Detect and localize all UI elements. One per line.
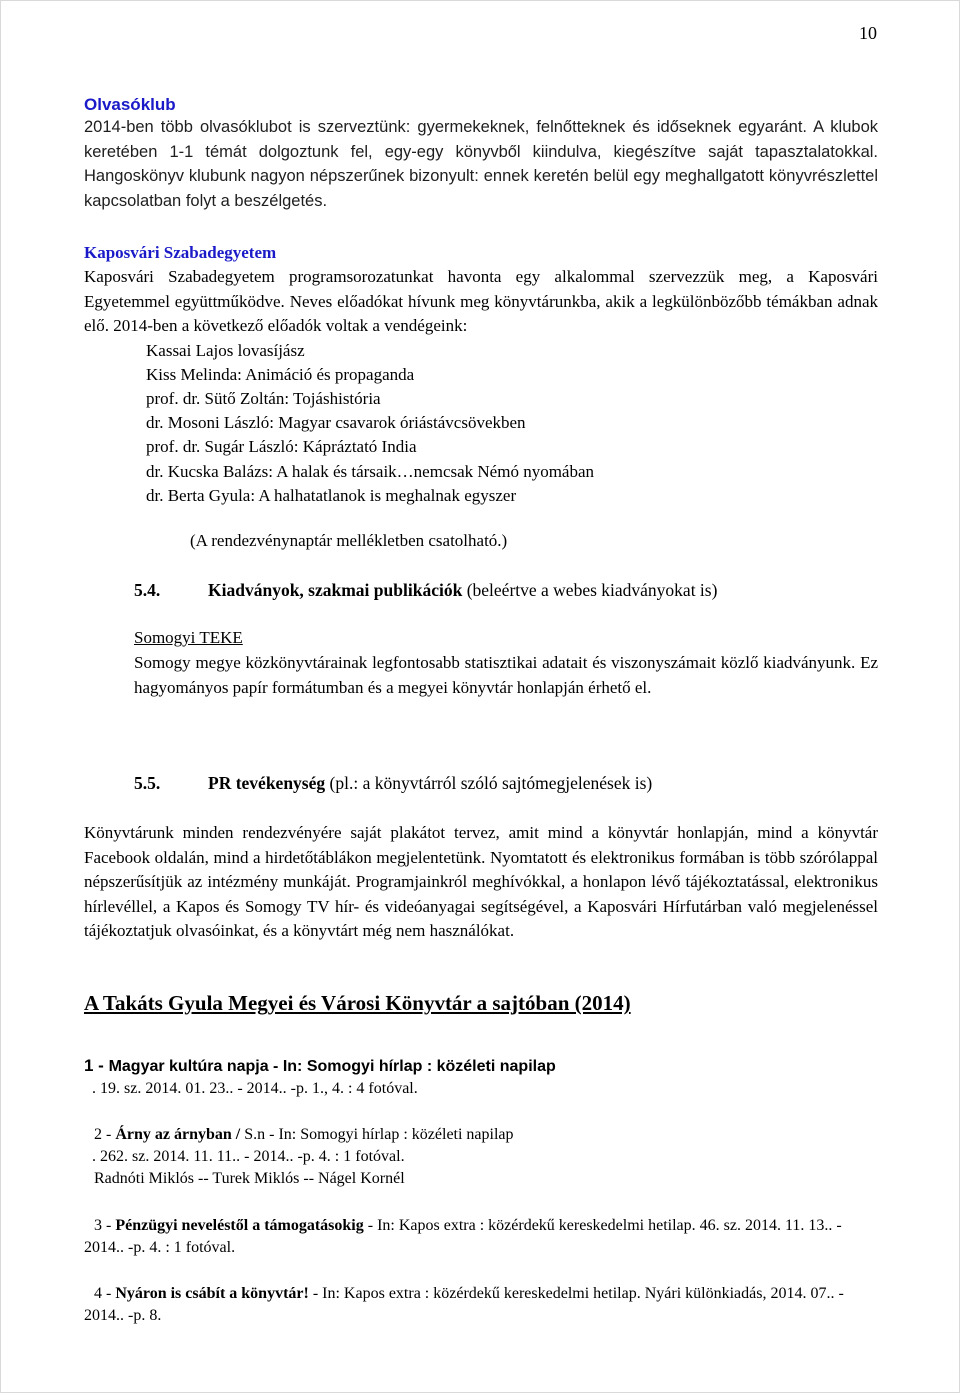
speaker-item: Kassai Lajos lovasíjász [146,340,305,360]
somogyi-teke-text: Somogy megye közkönyvtárainak legfontosabb statisztikai adatait és viszonyszámait közlő kiadványunk. Ez hagyományos papír formátumban és a megyei könyvtár honlapján érhető el. [134,653,878,697]
calendar-note: (A rendezvénynaptár mellékletben csatolható.) [190,530,508,550]
press-item-title: Pénzügyi neveléstől a támogatásokig [115,1217,364,1234]
press-item-number: 1 - [84,1056,109,1075]
press-item-persons: Radnóti Miklós -- Turek Miklós -- Nágel Kornél [94,1170,405,1187]
press-item-detail: . 19. sz. 2014. 01. 23.. - 2014.. -p. 1., 4. : 4 fotóval. [92,1080,418,1097]
section-5-4 [134,578,878,700]
press-item [84,1283,878,1327]
section-5-4-title-rest: (beleértve a webes kiadványokat is) [462,580,718,600]
press-item-number: 4 - [94,1285,116,1302]
press-item-title: Magyar kultúra napja [108,1058,269,1075]
press-item-source: - In: Somogyi hírlap : közéleti napilap [268,1058,556,1075]
speaker-list [84,339,878,508]
press-item-detail: . 262. sz. 2014. 11. 11.. - 2014.. -p. 4. : 1 fotóval. [92,1148,405,1165]
section-5-5-number: 5.5. [134,773,161,793]
press-section [84,989,878,1017]
szabadegyetem-title: Kaposvári Szabadegyetem [84,243,277,262]
press-item-number: 2 - [94,1126,116,1143]
press-item-title: Árny az árnyban / [115,1126,241,1143]
section-5-5-heading [134,771,878,795]
section-5-5 [134,771,878,795]
press-item [84,1124,878,1190]
somogyi-teke-title: Somogyi TEKE [134,628,243,647]
speaker-item: dr. Berta Gyula: A halhatatlanok is meghalnak egyszer [146,485,517,505]
szabadegyetem-text: Kaposvári Szabadegyetem programsorozatunkat havonta egy alkalommal szervezzük meg, a Kaposvári Egyetemmel együttműködve. Neves előadókat hívunk meg könyvtárunkba, akik a legkülönbözőbb témákban adnak elő. 2014-ben a következő előadók voltak a vendégeink: [84,267,878,335]
section-5-5-title: PR tevékenység [208,773,326,793]
section-5-4-heading [134,578,878,602]
press-item-line [84,1055,878,1078]
speaker-item: prof. dr. Sütő Zoltán: Tojáshistória [146,388,381,408]
speaker-item: dr. Mosoni László: Magyar csavarok óriástávcsövekben [146,413,526,433]
press-item-source: - In: Kapos extra : közérdekű kereskedelmi hetilap. Nyári különkiadás, 2014. 07.. - 2014.. -p. 8. [84,1285,844,1324]
press-heading: A Takáts Gyula Megyei és Városi Könyvtár a sajtóban (2014) [84,991,631,1015]
press-item-line [84,1283,878,1327]
szabadegyetem-section [84,241,878,553]
press-item [84,1215,878,1259]
press-item-line [84,1124,878,1146]
speaker-item: dr. Kucska Balázs: A halak és társaik…nemcsak Némó nyomában [146,461,595,481]
press-item-source: - In: Kapos extra : közérdekű kereskedelmi hetilap. 46. sz. 2014. 11. 13.. - 2014.. -p. 4. : 1 fotóval. [84,1217,842,1256]
pr-text: Könyvtárunk minden rendezvényére saját plakátot tervez, amit mind a könyvtár honlapján, mind a könyvtár Facebook oldalán, mind a hirdetőtáblákon megjelentetünk. Nyomtatott és elektronikus formában is több szórólappal népszerűsítjük az intézmény munkáját. Programjainkról meghívókkal, a honlapon lévő tájékoztatással, elektronikus hírlevéllel, a Kapos és Somogy TV hír- és videóanyagai segítségével, a Kaposvári Hírfutárban való megjelenéssel tájékoztatjuk olvasóinkat, és a könyvtárt még nem használókat. [84,823,878,941]
section-5-4-number: 5.4. [134,580,161,600]
olvasoklub-text: 2014-ben több olvasóklubot is szerveztünk: gyermekeknek, felnőtteknek és időseknek egyaránt. A klubok keretében 1-1 témát dolgoztunk fel, egy-egy könyvből kiindulva, kiegészítve saját tapasztalatokkal. Hangoskönyv klubunk nagyon népszerűnek bizonyult: ennek keretén belül egy meghallgatott könyvrészlettel kapcsolatban folyt a beszélgetés. [84,118,878,210]
press-item-line [84,1215,878,1259]
press-item-title: Nyáron is csábít a könyvtár! [115,1285,309,1302]
section-5-5-title-rest: (pl.: a könyvtárról szóló sajtómegjelenések is) [325,773,653,793]
press-item [84,1055,878,1100]
olvasoklub-title: Olvasóklub [84,95,176,114]
speaker-item: Kiss Melinda: Animáció és propaganda [146,364,415,384]
speaker-item: prof. dr. Sugár László: Kápráztató India [146,437,417,457]
olvasoklub-section [84,95,878,213]
page-number: 10 [859,23,877,43]
pr-paragraph [84,821,878,944]
press-item-number: 3 - [94,1217,116,1234]
press-item-source: S.n - In: Somogyi hírlap : közéleti napilap [240,1126,514,1143]
section-5-4-title: Kiadványok, szakmai publikációk [208,580,463,600]
